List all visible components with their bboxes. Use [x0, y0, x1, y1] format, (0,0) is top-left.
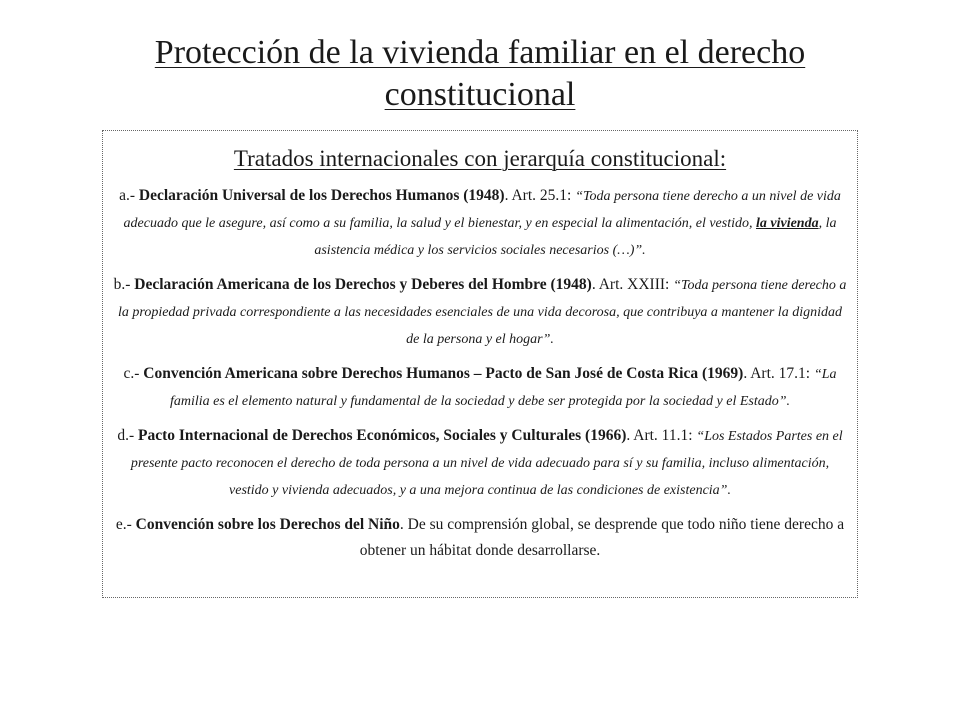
box-title: Tratados internacionales con jerarquía constitucional: [233, 146, 727, 171]
quote-text: , la asistencia médica y los servicios sociales necesarios (…)”. [314, 216, 837, 258]
treaty-name: Declaración Americana de los Derechos y Deberes del Hombre (1948) [134, 276, 592, 293]
quote-text: “La familia es el elemento natural y fundamental de la sociedad y debe ser protegida por la sociedad y el Estado”. [169, 367, 837, 409]
item-description: . De su comprensión global, se desprende que todo niño tiene derecho a obtener un hábitat donde desarrollarse. [359, 516, 845, 559]
article-ref: . Art. 11.1: [626, 427, 697, 444]
item-label: c.- [123, 365, 144, 382]
item-label: e.- [115, 516, 136, 533]
treaty-item-c [111, 361, 849, 415]
quote-text: “Los Estados Partes en el presente pacto reconocen el derecho de toda persona a un nivel de vida adecuado para sí y su familia, incluso alimentación, vestido y vivienda adecuados, y a una mejora continua de las condiciones de existencia”. [130, 429, 843, 498]
treaty-item-e [111, 512, 849, 564]
item-label: d.- [117, 427, 139, 444]
treaties-box [102, 130, 858, 598]
quote-text: “Toda persona tiene derecho a la propiedad privada correspondiente a las necesidades esenciales de una vida decorosa, que contribuya a mantener la dignidad de la persona y el hogar”. [118, 278, 847, 347]
article-ref: . Art. 25.1: [504, 187, 576, 204]
quote-text: “Toda persona tiene derecho a un nivel de vida adecuado que le asegure, así como a su familia, la salud y el bienestar, y en especial la alimentación, el vestido, [123, 189, 841, 231]
treaty-item-b [111, 272, 849, 353]
quote-emphasis: la vivienda [755, 216, 819, 231]
treaty-name: Convención sobre los Derechos del Niño [135, 516, 400, 533]
treaty-name: Declaración Universal de los Derechos Humanos (1948) [138, 187, 505, 204]
treaty-item-d [111, 423, 849, 504]
item-label: a.- [119, 187, 139, 204]
treaty-item-a [111, 183, 849, 264]
treaty-name: Pacto Internacional de Derechos Económicos, Sociales y Culturales (1966) [138, 427, 627, 444]
article-ref: . Art. XXIII: [591, 276, 674, 293]
treaty-name: Convención Americana sobre Derechos Humanos – Pacto de San José de Costa Rica (1969) [143, 365, 744, 382]
item-label: b.- [113, 276, 135, 293]
slide-title: Protección de la vivienda familiar en el derecho constitucional [154, 34, 806, 113]
article-ref: . Art. 17.1: [743, 365, 814, 382]
